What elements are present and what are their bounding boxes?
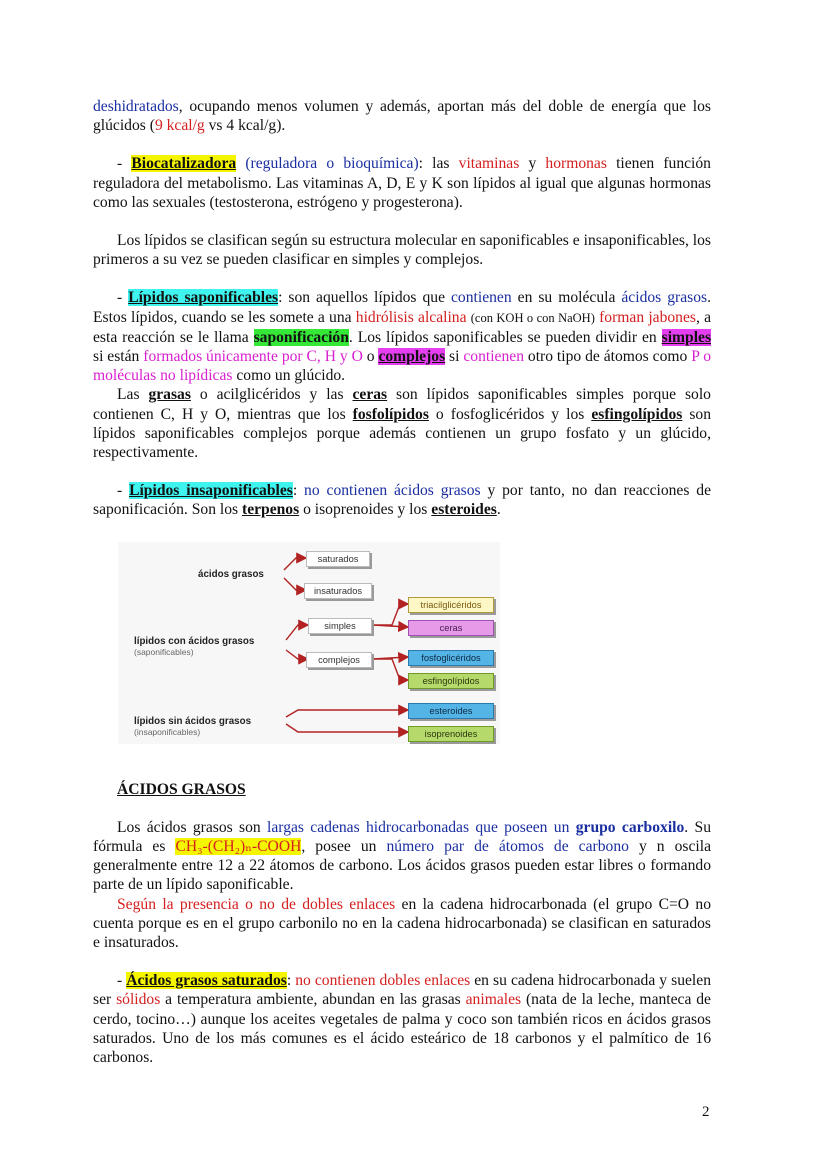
box-ceras: ceras — [408, 620, 494, 636]
term-biocatalizadora: Biocatalizadora — [131, 155, 237, 173]
box-insaturados: insaturados — [304, 583, 372, 599]
box-simples: simples — [308, 618, 372, 634]
arrow-isoprenoides — [286, 724, 408, 732]
arrow-saturados — [284, 558, 306, 570]
term-lipidos-insaponificables: Lípidos insaponificables — [129, 482, 293, 500]
text-deshidratados: deshidratados — [93, 98, 179, 115]
lipid-classification-diagram — [118, 542, 500, 744]
term-grupo-carboxilo: grupo carboxilo — [575, 818, 685, 836]
paragraph-grasas-ceras: Las grasas o acilglicéridos y las ceras son lípidos saponificables simples porque solo contienen C, H y O, mientras que los fosfolípidos o fosfoglicéridos y los esfingolípidos son lípidos saponificables complejos porque además contienen un grupo fosfato y un glúcido, respectivamente. — [93, 386, 712, 462]
arrow-complejos — [286, 650, 308, 659]
paragraph-energy: deshidratados, ocupando menos volumen y además, aportan más del doble de energía que los glúcidos (9 kcal/g vs 4 kcal/g). — [93, 98, 711, 135]
paragraph-dobles-enlaces: Según la presencia o no de dobles enlaces en la cadena hidrocarbonada (el grupo C=O no cuenta porque es en el grupo carbonilo no en la cadena hidrocarbonada) se clasifican en saturados e insaturados. — [93, 895, 712, 952]
term-acidos-grasos-saturados: Ácidos grasos saturados — [126, 972, 287, 990]
term-saponificacion: saponificación — [253, 328, 349, 346]
page-number: 2 — [702, 1104, 710, 1120]
paragraph-clasificacion: Los lípidos se clasifican según su estructura molecular en saponificables e insaponificables, los primeros a su vez se pueden clasificar en simples y complejos. — [93, 232, 711, 269]
paragraph-biocatalizadora: - Biocatalizadora (reguladora o bioquímica): las vitaminas y hormonas tienen función reguladora del metabolismo. Las vitaminas A, D, E y K son lípidos al igual que algunas hormonas como las sexuales (testosterona, estrógeno y progesterona). — [93, 155, 711, 211]
box-esfingolipidos: esfingolípidos — [408, 673, 494, 689]
term-simples: simples — [661, 328, 712, 346]
term-complejos: complejos — [378, 348, 446, 366]
label-lipidos-con-acidos-grasos: lípidos con ácidos grasos (saponificables) — [134, 635, 255, 657]
box-complejos: complejos — [306, 652, 372, 668]
label-lipidos-sin-acidos-grasos: lípidos sin ácidos grasos (insaponificables) — [134, 715, 252, 737]
section-title: ÁCIDOS GRASOS — [117, 780, 246, 798]
arrow-esteroides — [286, 710, 408, 717]
box-saturados: saturados — [306, 551, 370, 567]
box-triacilgliceridos: triacilglicéridos — [408, 597, 494, 613]
arrow-esfingolipidos — [372, 659, 408, 680]
document-page — [93, 97, 711, 1067]
text-energy-value: 9 kcal/g — [154, 117, 205, 135]
paragraph-saponificables: - Lípidos saponificables: son aquellos lípidos que contienen en su molécula ácidos grasos. Estos lípidos, cuando se les somete a una hidrólisis alcalina (con KOH o con NaOH) forman jabones, a esta reacción se le llama saponificación. Los lípidos saponificables se pueden dividir en simples si están formados únicamente por C, H y O o complejos si contienen otro tipo de átomos como P o moléculas no lipídicas como un glúcido. — [93, 289, 712, 385]
arrow-simples — [286, 625, 308, 640]
formula-acido-graso: CH₃-(CH₂)ₙ-COOH — [175, 838, 302, 856]
paragraph-insaponificables: - Lípidos insaponificables: no contienen ácidos grasos y por tanto, no dan reacciones de saponificación. Son los terpenos o isoprenoides y los esteroides. — [93, 482, 712, 519]
term-lipidos-saponificables: Lípidos saponificables — [128, 289, 279, 307]
box-fosfogliceridos: fosfoglicéridos — [408, 650, 494, 666]
box-esteroides: esteroides — [408, 703, 494, 719]
arrow-ceras — [372, 625, 408, 627]
label-acidos-grasos: ácidos grasos — [198, 568, 264, 580]
arrow-triacilgliceridos — [372, 604, 408, 625]
box-isoprenoides: isoprenoides — [408, 726, 494, 742]
paragraph-saturados: - Ácidos grasos saturados: no contienen dobles enlaces en su cadena hidrocarbonada y suelen ser sólidos a temperatura ambiente, abundan en las grasas animales (nata de la leche, manteca de cerdo, tocino…) aunque los aceites vegetales de palma y coco son también ricos en ácidos grasos saturados. Uno de los más comunes es el ácido esteárico de 18 carbonos y el palmítico de 16 carbonos. — [93, 972, 711, 1067]
arrow-insaturados — [284, 578, 306, 590]
paragraph-acidos-grasos: Los ácidos grasos son largas cadenas hidrocarbonadas que poseen un grupo carboxilo. Su fórmula es CH₃-(CH₂)ₙ-COOH, posee un número par de átomos de carbono y n oscila generalmente entre 12 a 22 átomos de carbono. Los ácidos grasos pueden estar libres o formando parte de un lípido saponificable. — [93, 818, 712, 894]
